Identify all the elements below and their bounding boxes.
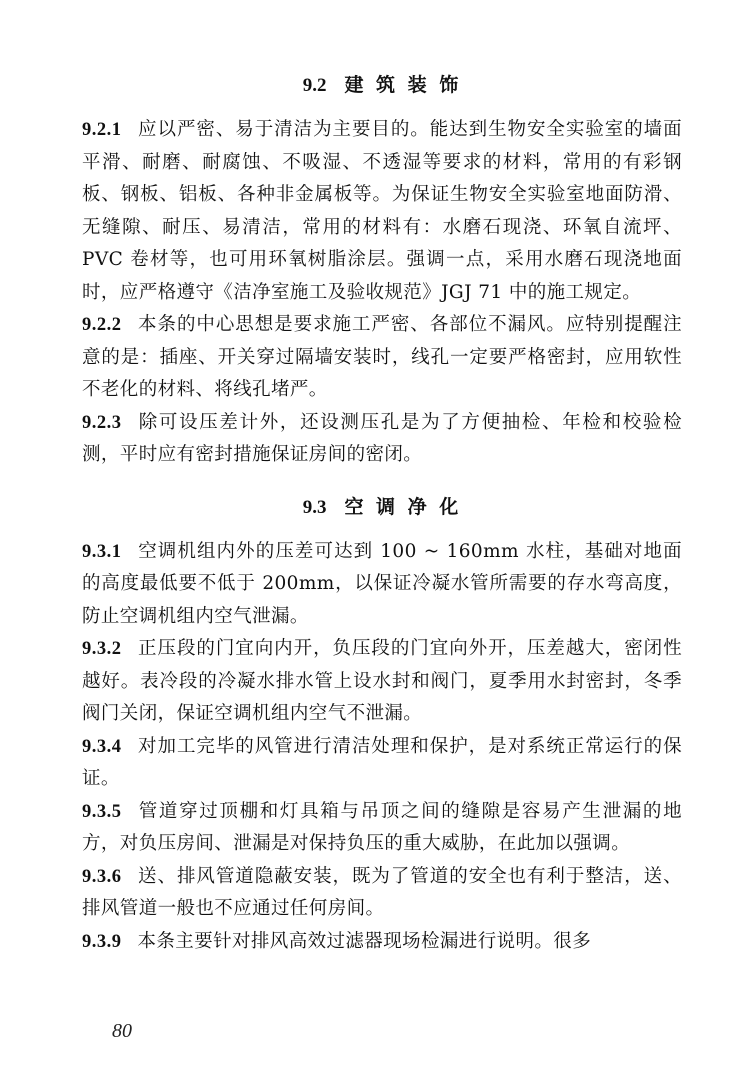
- clause-text: 空调机组内外的压差可达到 100 ~ 160mm 水柱，基础对地面的高度最低要不低于 200mm，以保证冷凝水管所需要的存水弯高度，防止空调机组内空气泄漏。: [82, 540, 682, 627]
- clause-number: 9.3.4: [82, 736, 122, 757]
- document-page: [82, 70, 682, 958]
- section-title-text: 空 调 净 化: [344, 495, 462, 518]
- clause-9-3-6: [82, 861, 682, 926]
- clause-9-2-3: [82, 407, 682, 472]
- clause-text: 对加工完毕的风管进行清洁处理和保护，是对系统正常运行的保证。: [82, 735, 682, 789]
- clause-number: 9.2.3: [82, 412, 122, 433]
- clause-9-3-4: [82, 731, 682, 796]
- clause-9-2-2: [82, 309, 682, 407]
- clause-text: 管道穿过顶棚和灯具箱与吊顶之间的缝隙是容易产生泄漏的地方，对负压房间、泄漏是对保持负压的重大威胁，在此加以强调。: [82, 800, 682, 854]
- clause-9-3-5: [82, 796, 682, 861]
- clause-9-3-1: [82, 536, 682, 634]
- clause-text: 除可设压差计外，还设测压孔是为了方便抽检、年检和校验检测，平时应有密封措施保证房间的密闭。: [82, 411, 682, 465]
- clause-text: 正压段的门宜向内开，负压段的门宜向外开，压差越大，密闭性越好。表冷段的冷凝水排水管上设水封和阀门，夏季用水封密封，冬季阀门关闭，保证空调机组内空气不泄漏。: [82, 638, 682, 724]
- clause-text: 本条的中心思想是要求施工严密、各部位不漏风。应特别提醒注意的是：插座、开关穿过隔墙安装时，线孔一定要严格密封，应用软性不老化的材料、将线孔堵严。: [82, 314, 682, 400]
- section-number: 9.3: [302, 496, 327, 518]
- clause-9-2-1: [82, 114, 682, 309]
- section-spacer: [82, 472, 682, 492]
- clause-text: 应以严密、易于清洁为主要目的。能达到生物安全实验室的墙面平滑、耐磨、耐腐蚀、不吸湿、不透湿等要求的材料，常用的有彩钢板、钢板、铝板、各种非金属板等。为保证生物安全实验室地面防滑、无缝隙、耐压、易清洁，常用的材料有：水磨石现浇、环氧自流坪、PVC 卷材等，也可用环氧树脂涂层。强调一点，采用水磨石现浇地面时，应严格遵守《洁净室施工及验收规范》JGJ 71 中的施工规定。: [82, 119, 682, 303]
- clause-number: 9.2.1: [82, 120, 122, 140]
- page-number: 80: [112, 1020, 132, 1042]
- clause-9-3-9: [82, 926, 682, 959]
- clause-number: 9.3.1: [82, 541, 122, 562]
- clause-number: 9.3.9: [82, 931, 122, 952]
- section-title-text: 建 筑 装 饰: [344, 74, 462, 96]
- clause-number: 9.3.5: [82, 801, 122, 822]
- section-number: 9.2: [302, 75, 327, 96]
- section-heading-9-3: [82, 492, 682, 522]
- section-heading-9-2: [82, 70, 682, 100]
- clause-number: 9.3.6: [82, 866, 122, 887]
- clause-9-3-2: [82, 633, 682, 731]
- clause-number: 9.2.2: [82, 315, 122, 335]
- clause-text: 本条主要针对排风高效过滤器现场检漏进行说明。很多: [137, 930, 592, 952]
- clause-number: 9.3.2: [82, 639, 122, 659]
- clause-text: 送、排风管道隐蔽安装，既为了管道的安全也有利于整洁，送、排风管道一般也不应通过任何房间。: [82, 865, 682, 919]
